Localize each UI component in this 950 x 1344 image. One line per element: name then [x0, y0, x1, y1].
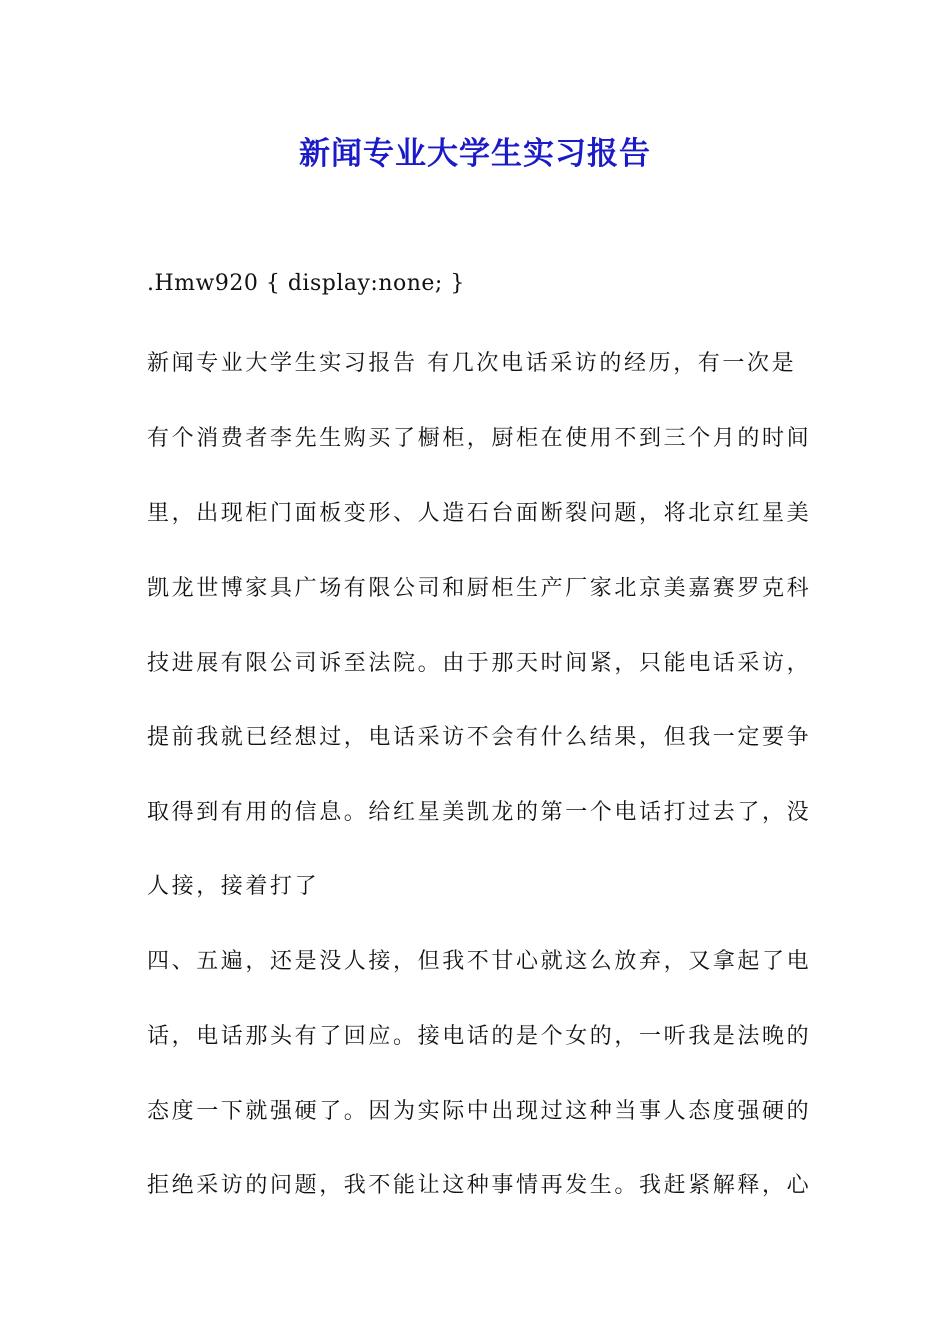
body-line: 有个消费者李先生购买了橱柜，厨柜在使用不到三个月的时间: [147, 426, 812, 451]
body-line: 凯龙世博家具广场有限公司和厨柜生产厂家北京美嘉赛罗克科: [147, 576, 812, 601]
body-line: 里，出现柜门面板变形、人造石台面断裂问题，将北京红星美: [147, 501, 812, 526]
body-line: 技进展有限公司诉至法院。由于那天时间紧，只能电话采访，: [147, 651, 812, 676]
body-line: 四、五遍，还是没人接，但我不甘心就这么放弃，又拿起了电: [147, 949, 812, 974]
body-line: 态度一下就强硬了。因为实际中出现过这种当事人态度强硬的: [147, 1099, 812, 1124]
body-line: 人接，接着打了: [147, 874, 320, 899]
document-title: 新闻专业大学生实习报告: [299, 136, 651, 172]
body-line: 新闻专业大学生实习报告 有几次电话采访的经历，有一次是: [147, 351, 797, 376]
body-line: 提前我就已经想过，电话采访不会有什么结果，但我一定要争: [147, 725, 812, 750]
body-line: 拒绝采访的问题，我不能让这种事情再发生。我赶紧解释，心: [147, 1173, 812, 1198]
body-line: 话，电话那头有了回应。接电话的是个女的，一听我是法晚的: [147, 1024, 812, 1049]
body-line: 取得到有用的信息。给红星美凯龙的第一个电话打过去了，没: [147, 800, 812, 825]
css-text-line: .Hmw920 { display:none; }: [147, 271, 465, 296]
